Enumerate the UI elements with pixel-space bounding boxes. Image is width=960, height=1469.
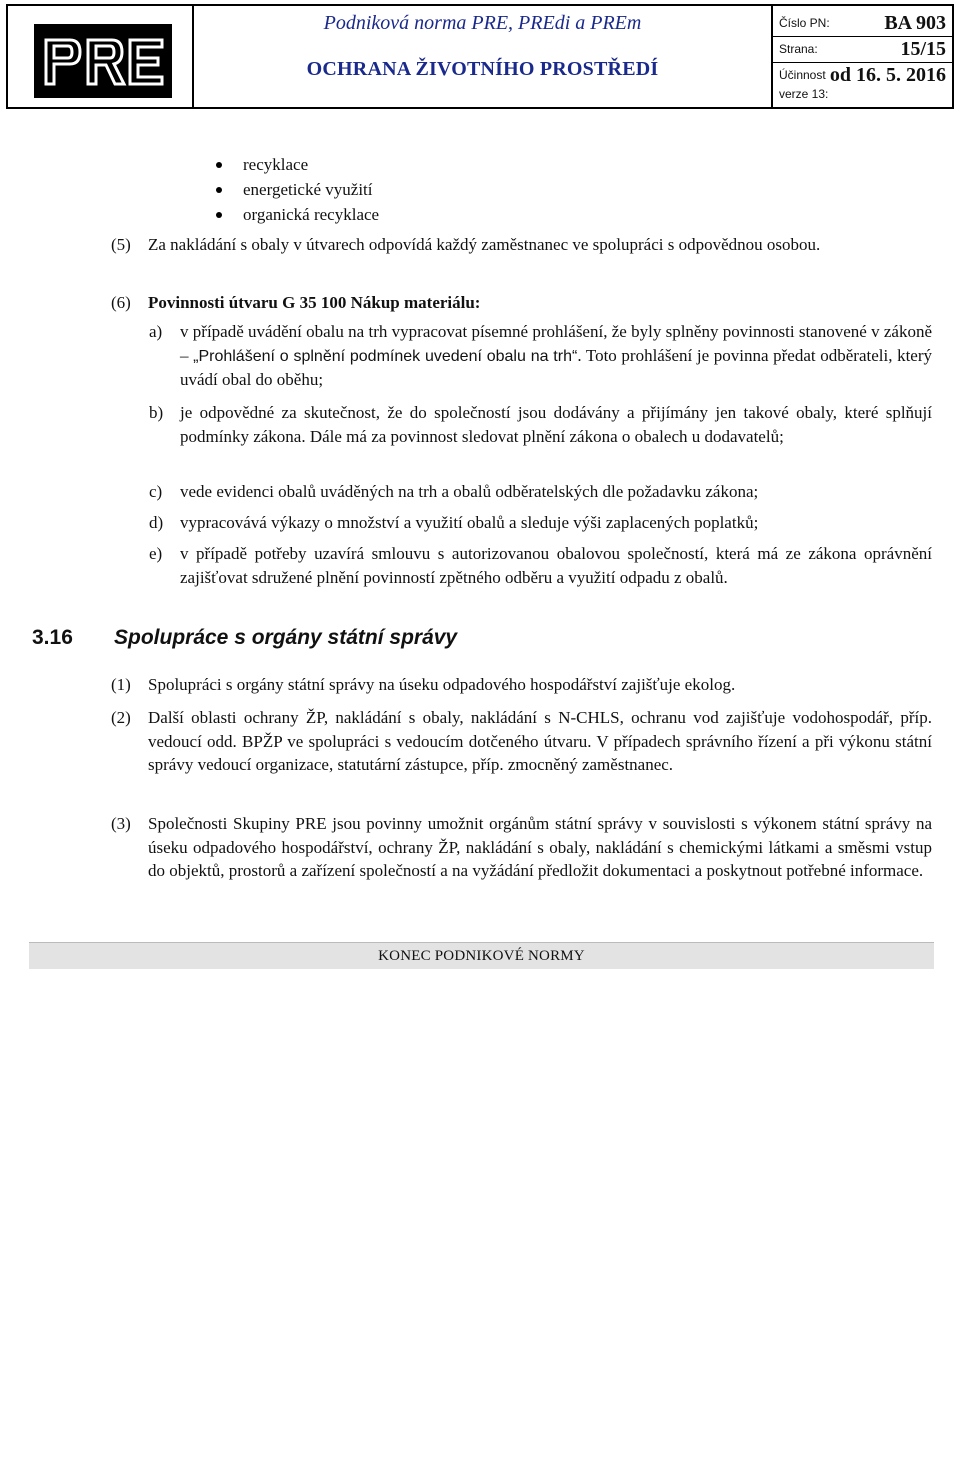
info-divider xyxy=(773,62,952,63)
item-text: . Toto prohlášení je povinna předat odběrateli, který uvádí obal do oběhu; xyxy=(180,345,933,389)
item-text: je odpovědné za skutečnost, že do společností jsou dodávány a přijímány jen takové obaly, které splňují podmínky zákona. Dále má za povinnost sledovat plnění zákona o obalech u dodavatelů; xyxy=(180,403,932,446)
info-divider xyxy=(773,36,952,37)
item-label: e) xyxy=(149,544,163,563)
paragraph-number: (3) xyxy=(111,814,131,833)
item-label: b) xyxy=(149,403,164,422)
item-label: a) xyxy=(149,322,163,341)
list-item: organická recyklace xyxy=(216,202,379,227)
item-text: vede evidenci obalů uváděných na trh a obalů odběratelských dle požadavku zákona; xyxy=(180,482,759,501)
item-c xyxy=(180,480,940,504)
paragraph-text: Společnosti Skupiny PRE jsou povinny umožnit orgánům státní správy v souvislosti s výkonem státní správy na úseku odpadového hospodářství, ochrany ŽP, nakládání s obaly, nakládání s chemickými látkami a směsmi vstup do objektů, prostorů a zařízení společností a na vyžádání předložit dokumentaci a poskytnout potřebné informace. xyxy=(148,814,932,880)
document-header xyxy=(6,4,954,109)
list-item: recyklace xyxy=(216,152,379,177)
cislo-value: BA 903 xyxy=(884,12,946,34)
item-text: vypracovává výkazy o množství a využití obalů a sleduje výši zaplacených poplatků; xyxy=(180,513,759,532)
item-text-quoted: „Prohlášení o splnění podmínek uvedení obalu na trh“ xyxy=(193,347,578,365)
bullet-list xyxy=(216,152,379,227)
item-d xyxy=(180,511,940,535)
info-cell xyxy=(773,6,952,107)
ucinnost-row xyxy=(779,64,946,84)
strana-value: 15/15 xyxy=(900,38,946,60)
paragraph-number: (5) xyxy=(111,235,131,254)
end-text: KONEC PODNIKOVÉ NORMY xyxy=(378,948,585,964)
item-text: v případě potřeby uzavírá smlouvu s autorizovanou obalovou společností, která má ze zákona oprávnění zajišťovat sdružené plnění povinností zpětného odběru a využití odpadu z obalů. xyxy=(180,544,932,587)
paragraph-number: (6) xyxy=(111,293,131,312)
cislo-label: Číslo PN: xyxy=(779,16,830,30)
paragraph-number: (2) xyxy=(111,708,131,727)
pre-logo xyxy=(34,24,172,98)
paragraph-text: Za nakládání s obaly v útvarech odpovídá každý zaměstnanec ve spolupráci s odpovědnou osobou. xyxy=(148,235,821,254)
norm-title: Podniková norma PRE, PREdi a PREm xyxy=(323,12,642,34)
item-label: d) xyxy=(149,513,164,532)
end-of-norm-bar xyxy=(29,942,934,969)
section-title: Spolupráce s orgány státní správy xyxy=(114,626,458,649)
logo-cell xyxy=(8,6,194,107)
paragraph-text: Další oblasti ochrany ŽP, nakládání s obaly, nakládání s N-CHLS, ochranu vod zajišťuje vodohospodář, příp. vedoucí odd. BPŽP ve spolupráci s vedoucím dotčeného útvaru. V případech správního řízení a při výkonu státní správy vedoucí organizace, statutární zástupce, příp. zmocněný zaměstnanec. xyxy=(148,708,932,774)
paragraph-text: Spolupráci s orgány státní správy na úseku odpadového hospodářství zajišťuje ekolog. xyxy=(148,675,736,694)
cislo-row xyxy=(779,12,946,32)
ucinnost-value: od 16. 5. 2016 xyxy=(829,64,946,86)
ucinnost-label: Účinnost xyxy=(779,68,826,82)
paragraph-6-title: Povinnosti útvaru G 35 100 Nákup materiálu: xyxy=(148,293,481,312)
paragraph-5 xyxy=(148,233,932,257)
strana-row xyxy=(779,38,946,58)
item-a xyxy=(180,320,932,392)
item-label: c) xyxy=(149,482,163,501)
section-paragraph-3 xyxy=(148,812,932,883)
section-number: 3.16 xyxy=(32,626,73,649)
item-b xyxy=(180,401,932,448)
paragraph-number: (1) xyxy=(111,675,131,694)
section-paragraph-2 xyxy=(148,706,932,777)
item-e xyxy=(180,542,932,589)
document-title: OCHRANA ŽIVOTNÍHO PROSTŘEDÍ xyxy=(306,58,659,80)
section-paragraph-1 xyxy=(148,673,938,697)
verze-label: verze 13: xyxy=(779,87,829,101)
strana-label: Strana: xyxy=(779,42,818,56)
section-heading xyxy=(32,626,457,650)
list-item: energetické využití xyxy=(216,177,379,202)
title-cell xyxy=(194,6,773,107)
item-text: v případě uvádění obalu na trh vypracovat písemné prohlášení, že byly splněny povinnosti stanovené v zákoně – xyxy=(180,322,932,365)
